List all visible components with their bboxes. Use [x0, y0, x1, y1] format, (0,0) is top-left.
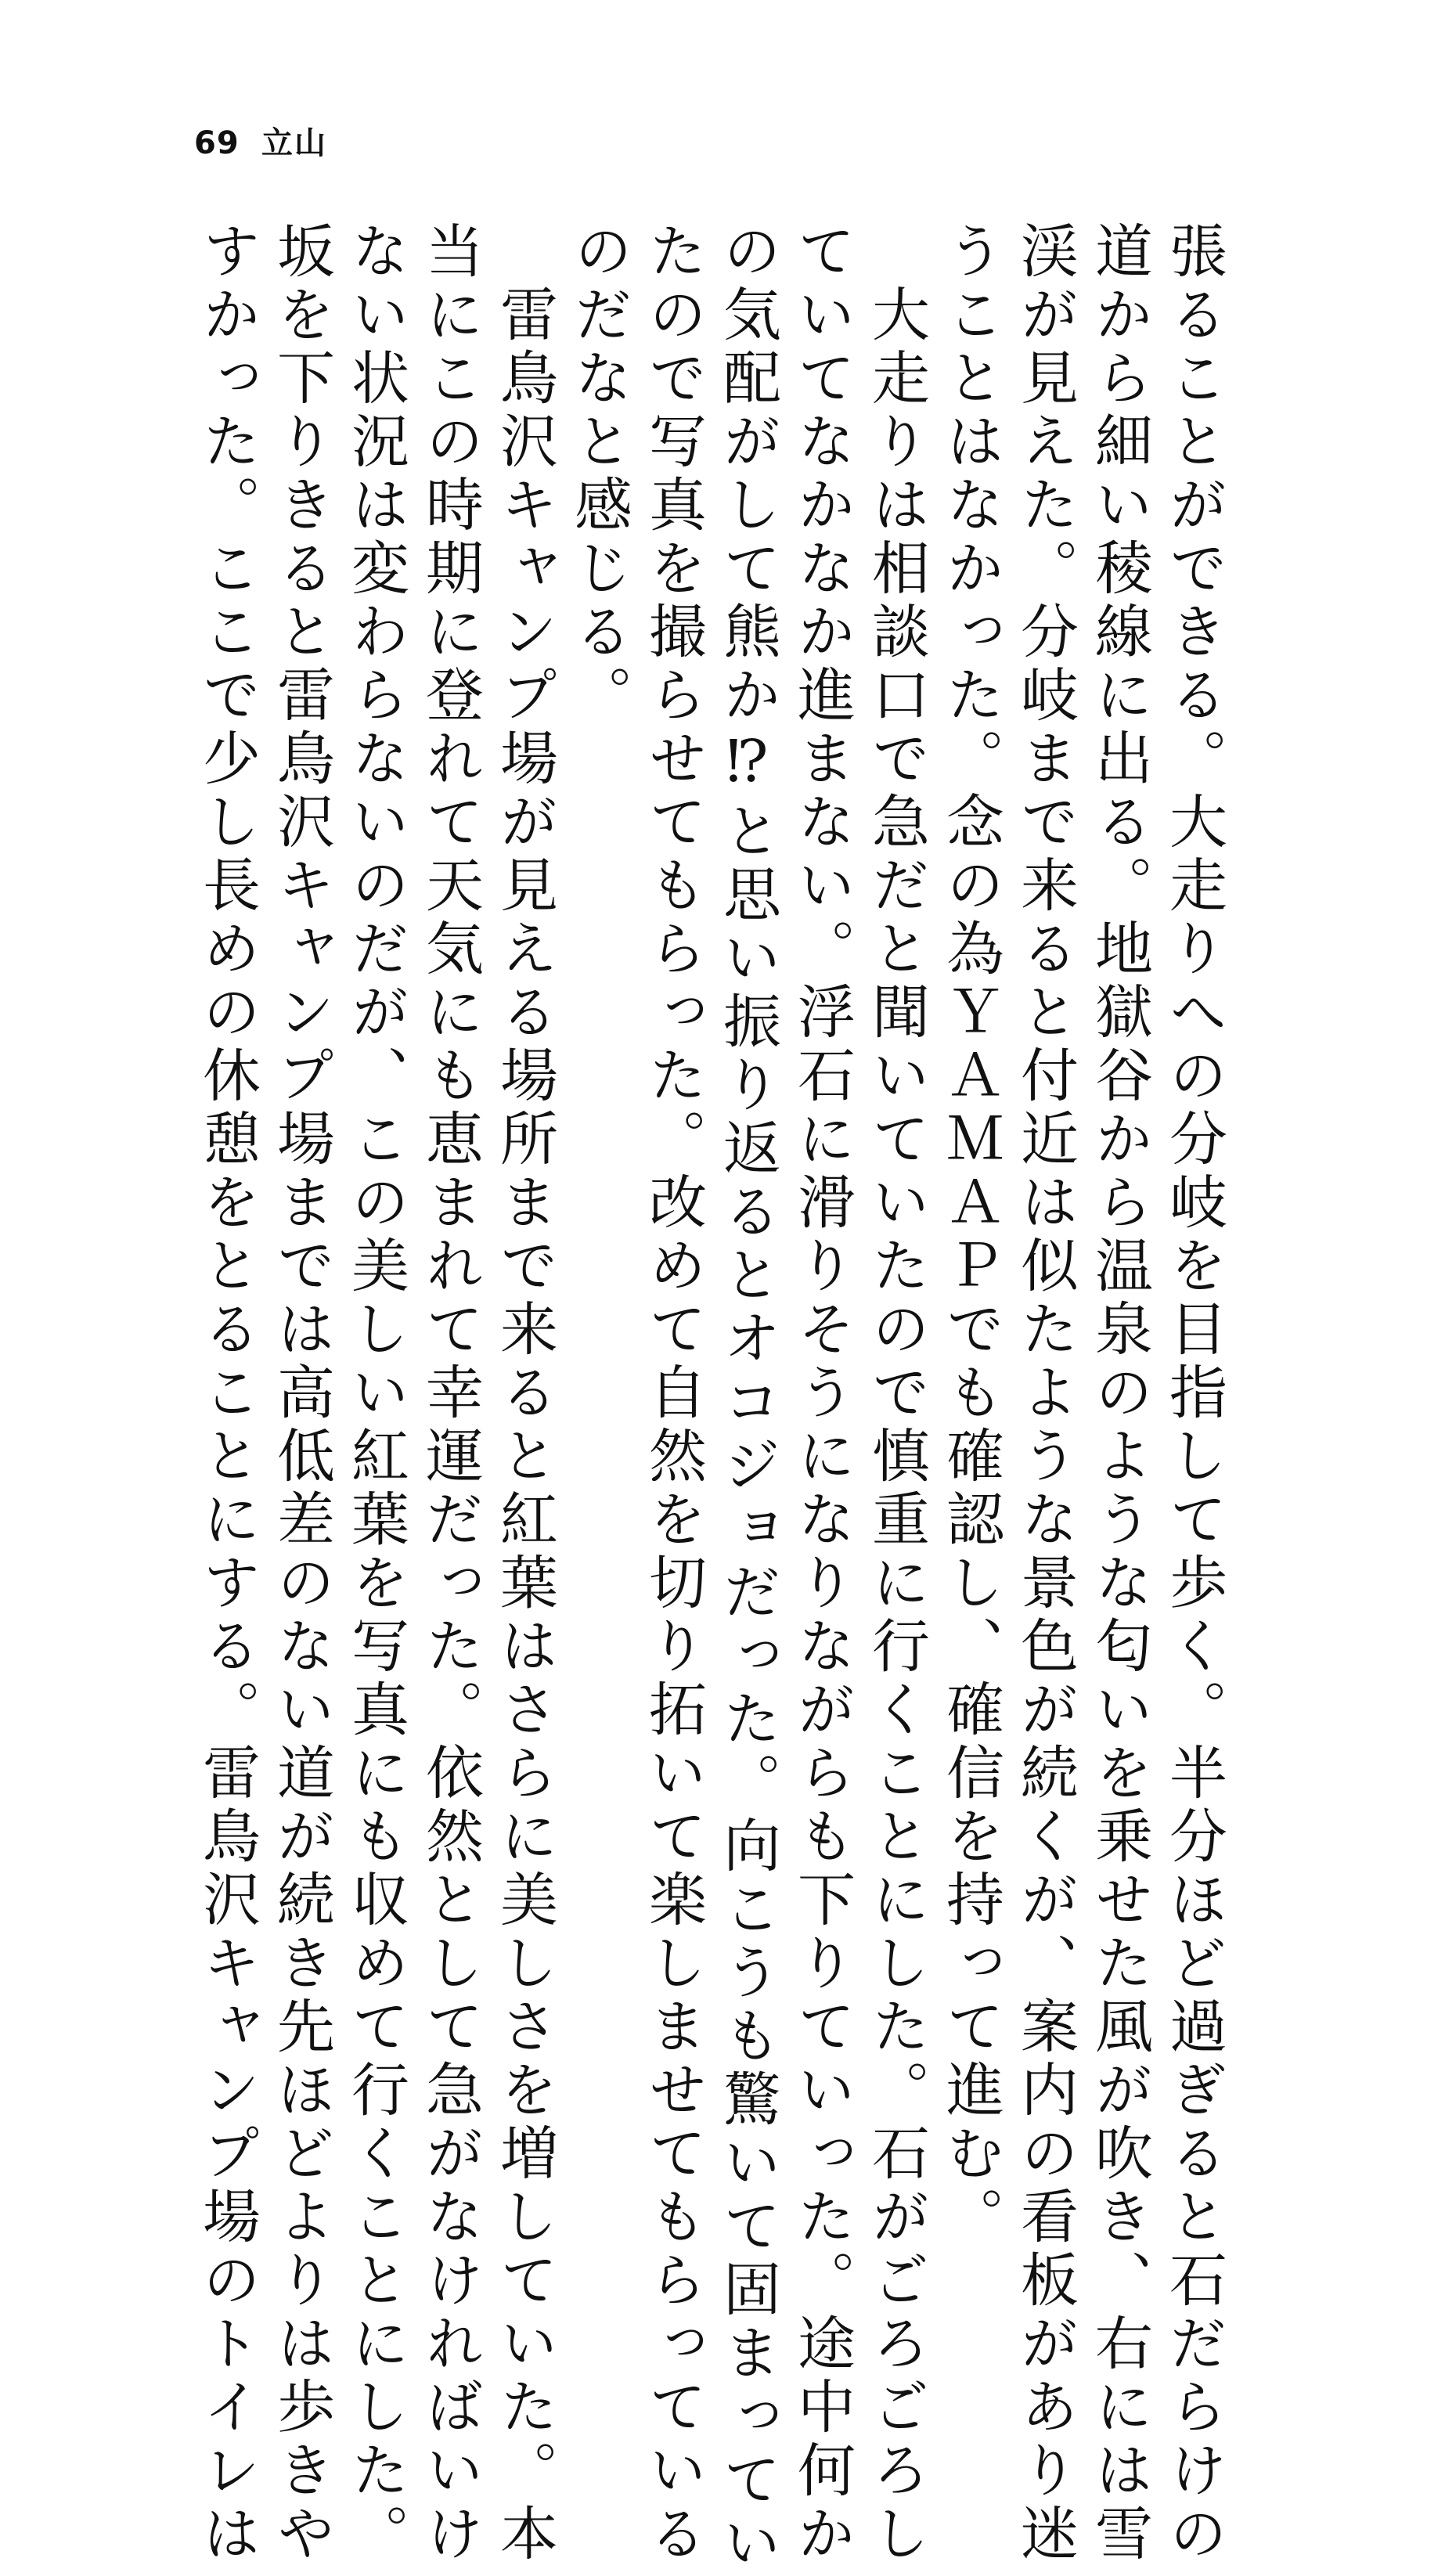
text-column: 渓が見えた。分岐まで来ると付近は似たような景色が続くが、案内の看板があり迷	[1011, 221, 1079, 2567]
text-column: うことはなかった。念の為ＹＡＭＡＰでも確認し、確信を持って進む。	[937, 221, 1004, 2250]
text-column: ない状況は変わらないのだが、この美しい紅葉を写真にも収めて行くことにした。	[342, 221, 409, 2567]
text-column: たので写真を撮らせてもらった。改めて自然を切り拓いて楽しませてもらっている	[640, 221, 707, 2567]
body-text-vertical	[189, 221, 1231, 2576]
chapter-title: 立山	[261, 125, 327, 161]
text-column: 当にこの時期に登れて天気にも恵まれて幸運だった。依然として急がなければいけ	[416, 221, 484, 2567]
text-column: 道から細い稜線に出る。地獄谷から温泉のような匂いを乗せた風が吹き、右には雪	[1086, 221, 1153, 2567]
text-column: ていてなかなか進まない。浮石に滑りそうになりながらも下りていった。途中何か	[788, 221, 856, 2567]
text-column: 張ることができる。大走りへの分岐を目指して歩く。半分ほど過ぎると石だらけの	[1160, 221, 1227, 2567]
text-column: のだなと感じる。	[565, 221, 632, 728]
text-column: すかった。ここで少し長めの休憩をとることにする。雷鳥沢キャンプ場のトイレは	[193, 221, 261, 2567]
text-column-paragraph-start: 雷鳥沢キャンプ場が見える場所まで来ると紅葉はさらに美しさを増していた。本	[491, 284, 558, 2567]
text-column: の気配がして熊か⁉と思い振り返るとオコジョだった。向こうも驚いて固まってい	[714, 221, 781, 2576]
text-column: 坂を下りきると雷鳥沢キャンプ場までは高低差のない道が続き先ほどよりは歩きや	[268, 221, 335, 2567]
text-column-paragraph-start: 大走りは相談口で急だと聞いていたので慎重に行くことにした。石がごろごろし	[863, 284, 930, 2567]
page-number: 69	[194, 125, 240, 161]
running-head	[194, 124, 327, 163]
